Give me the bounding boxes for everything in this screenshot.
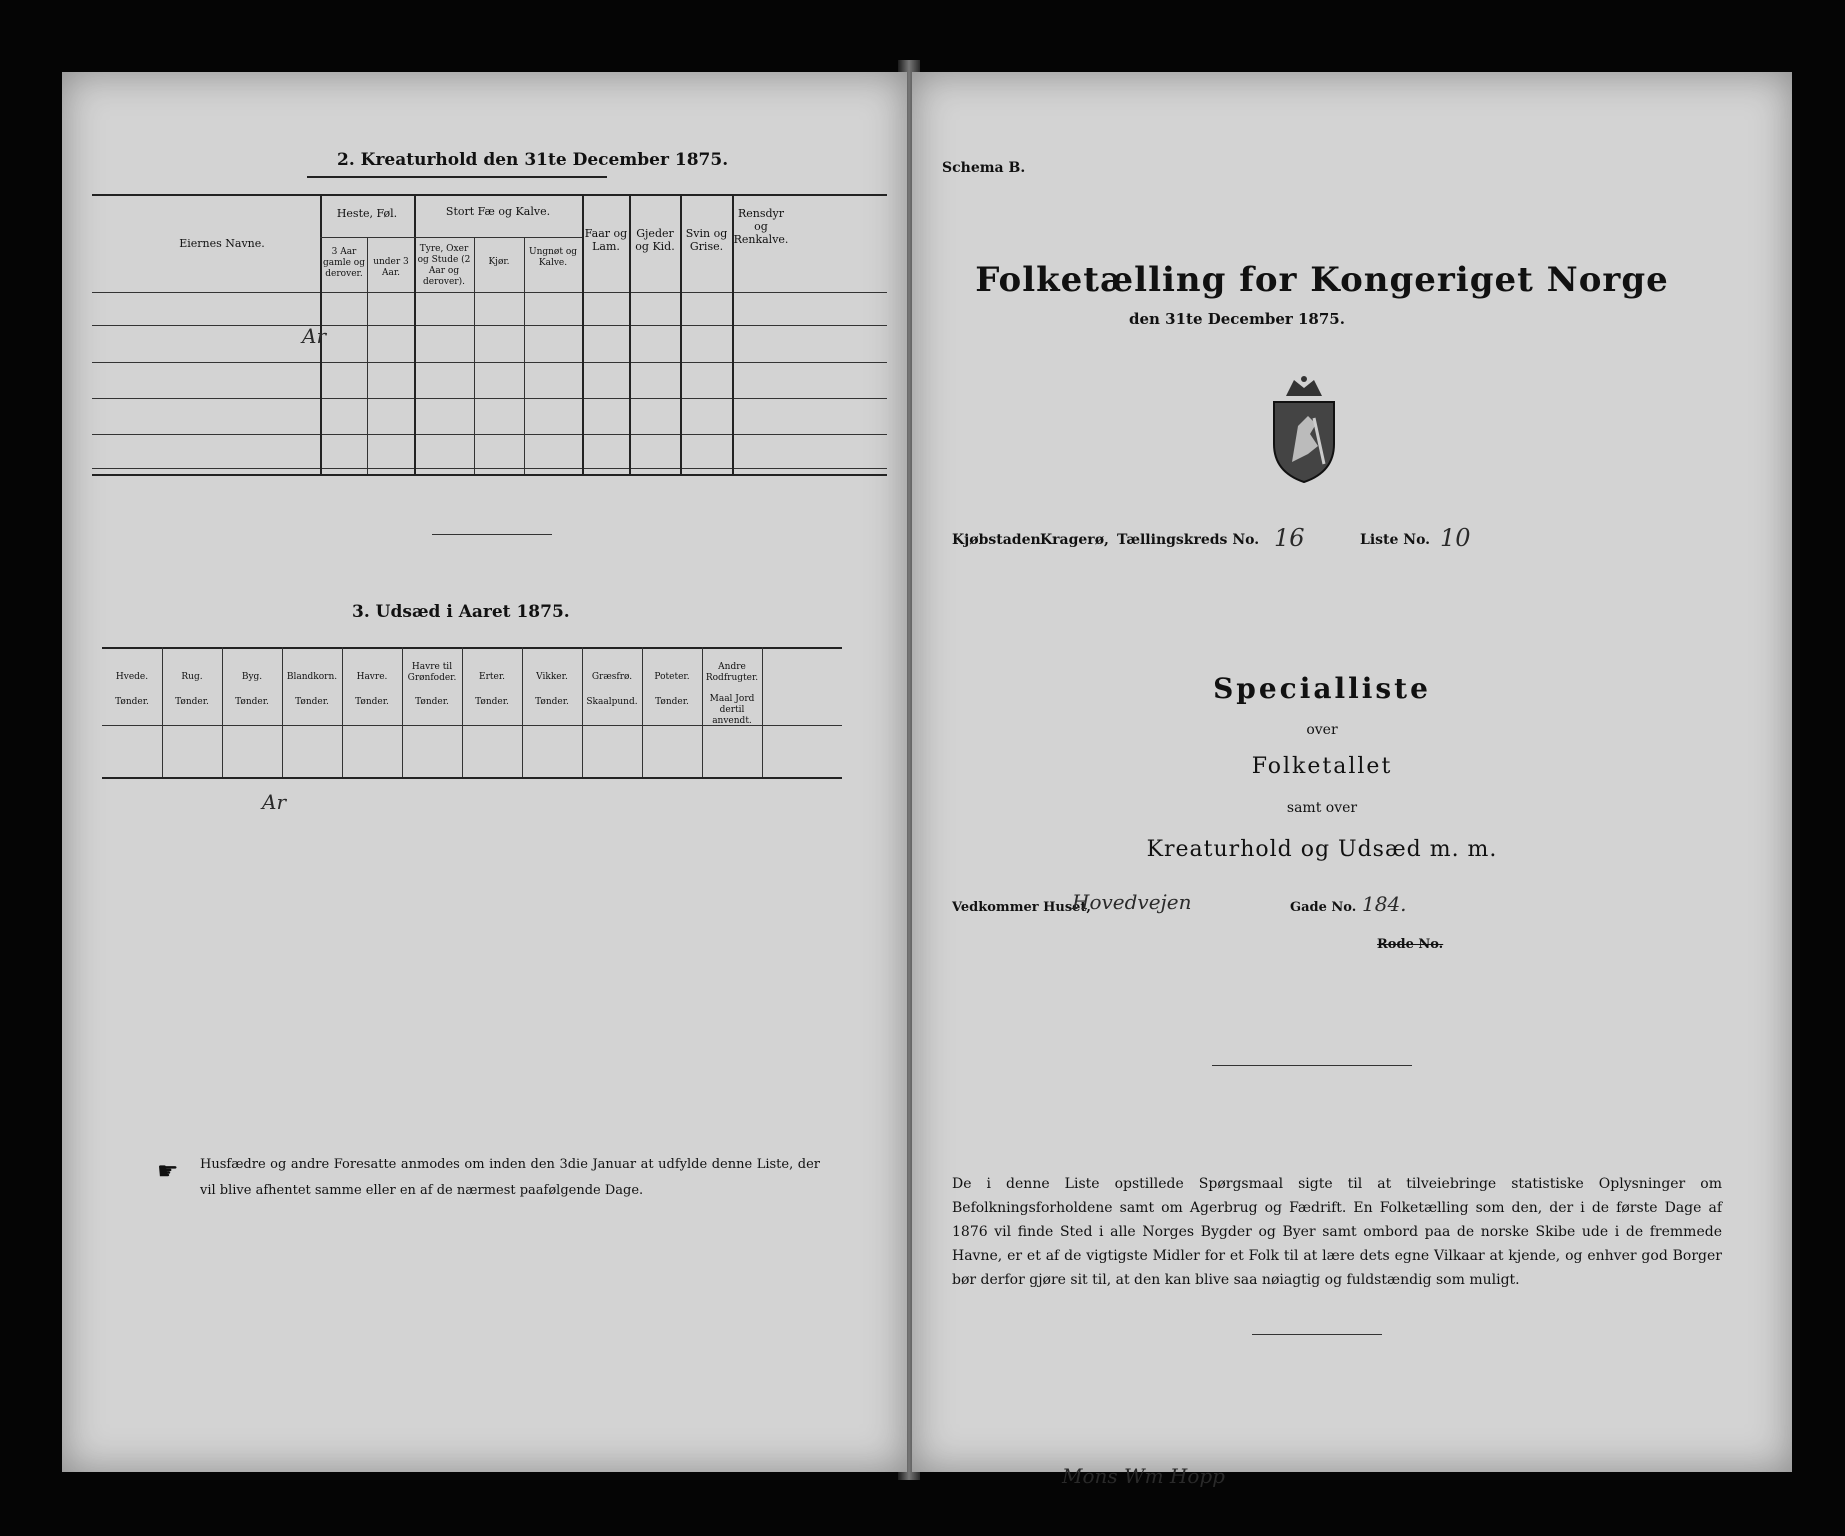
seed-col-0-unit: Tønder. xyxy=(115,697,149,707)
other-col-3: Rensdyr og Renkalve. xyxy=(733,207,789,246)
cattle-col-1: Kjør. xyxy=(488,257,510,267)
schema-label: Schema B. xyxy=(942,160,1026,176)
list-value: 10 xyxy=(1440,524,1471,552)
gade-value: 184. xyxy=(1362,892,1407,916)
special-title: Specialliste xyxy=(1213,672,1431,705)
livestock-title: 2. Kreaturhold den 31te December 1875. xyxy=(337,150,729,170)
seed-col-6-unit: Tønder. xyxy=(475,697,509,707)
title-underline xyxy=(307,176,607,178)
seed-col-1-unit: Tønder. xyxy=(175,697,209,707)
horse-col-1: under 3 Aar. xyxy=(373,257,409,278)
purpose-text: De i denne Liste opstillede Spørgsmaal sigte til at tilveiebringe statistiske Oplysninger om Befolkningsforholdene samt om Agerbrug og Fædrift. En Folketælling som den, der i de første Dage af 1876 vil finde Sted i alle Norges Bygder og Byer samt ombord paa de norske Skibe ude i de fremmede Havne, er et af de vigtigste Midler for et Folk til at lære dets egne Vilkaar at kjende, og enhver god Borger bør derfor gjøre sit til, at den kan blive saa nøiagtig og fuldstændig som muligt. xyxy=(952,1176,1722,1288)
signature: Mons Wm Hopp xyxy=(1062,1464,1225,1488)
seed-col-10-unit: Maal Jord dertil anvendt. xyxy=(709,694,755,726)
cattle-group-header: Stort Fæ og Kalve. xyxy=(445,205,551,218)
town-value: Kragerø, xyxy=(1040,532,1109,548)
district-value: 16 xyxy=(1274,524,1305,552)
seed-col-0-name: Hvede. xyxy=(115,672,149,682)
kreaturhold-text: Kreaturhold og Udsæd m. m. xyxy=(1146,837,1498,862)
seed-col-5-name: Havre til Grønfoder. xyxy=(407,662,457,683)
folketallet-text: Folketallet xyxy=(1251,754,1393,779)
town-label: Kjøbstaden xyxy=(952,532,1041,548)
notice-text: Husfædre og andre Foresatte anmodes om inden den 3die Januar at udfylde denne Liste, der vil blive afhentet samme eller en af de nærmest paafølgende Dage. xyxy=(200,1157,820,1198)
house-label: Vedkommer Huset, xyxy=(952,900,1091,915)
owner-column-header: Eiernes Navne. xyxy=(179,237,265,250)
seed-col-10-name: Andre Rodfrugter. xyxy=(705,662,759,683)
over-text: over xyxy=(1306,722,1338,738)
district-label: Tællingskreds No. xyxy=(1117,532,1260,548)
seed-col-3-name: Blandkorn. xyxy=(286,672,338,682)
date-line: den 31te December 1875. xyxy=(1129,310,1345,328)
divider-line xyxy=(1212,1065,1412,1066)
seed-col-4-name: Havre. xyxy=(356,672,388,682)
seed-col-3-unit: Tønder. xyxy=(295,697,329,707)
list-label: Liste No. xyxy=(1360,532,1431,548)
seed-col-7-name: Vikker. xyxy=(536,672,568,682)
seed-col-1-name: Rug. xyxy=(181,672,203,682)
section-divider xyxy=(432,534,552,535)
seed-col-9-unit: Tønder. xyxy=(655,697,689,707)
seed-col-5-unit: Tønder. xyxy=(415,697,449,707)
right-page xyxy=(912,72,1792,1488)
seed-col-2-unit: Tønder. xyxy=(235,697,269,707)
other-col-0: Faar og Lam. xyxy=(584,227,628,253)
main-title: Folketælling for Kongeriget Norge xyxy=(975,260,1669,300)
other-col-1: Gjeder og Kid. xyxy=(635,227,675,253)
seed-title: 3. Udsæd i Aaret 1875. xyxy=(352,602,570,622)
house-value: Hovedvejen xyxy=(1072,890,1192,914)
bottom-divider xyxy=(1252,1334,1382,1335)
coat-of-arms-icon xyxy=(1264,374,1344,484)
cattle-col-0: Tyre, Oxer og Stude (2 Aar og derover). xyxy=(417,244,471,287)
gade-label: Gade No. xyxy=(1290,900,1357,915)
samt-over-text: samt over xyxy=(1286,800,1358,816)
seed-col-4-unit: Tønder. xyxy=(355,697,389,707)
left-page xyxy=(62,72,907,1472)
horse-group-header: Heste, Føl. xyxy=(336,207,398,220)
cattle-col-2: Ungnøt og Kalve. xyxy=(528,247,577,268)
seed-col-8-unit: Skaalpund. xyxy=(586,697,638,707)
rode-label: Rode No. xyxy=(1377,937,1444,952)
pointing-hand-icon: ☛ xyxy=(157,1157,179,1185)
other-col-2: Svin og Grise. xyxy=(685,227,728,253)
seed-col-6-name: Erter. xyxy=(479,672,505,682)
horse-col-0: 3 Aar gamle og derover. xyxy=(323,247,365,279)
seed-col-2-name: Byg. xyxy=(241,672,263,682)
seed-handwritten-entry: Ar xyxy=(262,790,287,814)
seed-col-7-unit: Tønder. xyxy=(535,697,569,707)
livestock-handwritten-entry: Ar xyxy=(302,324,327,348)
seed-col-9-name: Poteter. xyxy=(654,672,690,682)
seed-col-8-name: Græsfrø. xyxy=(591,672,633,682)
